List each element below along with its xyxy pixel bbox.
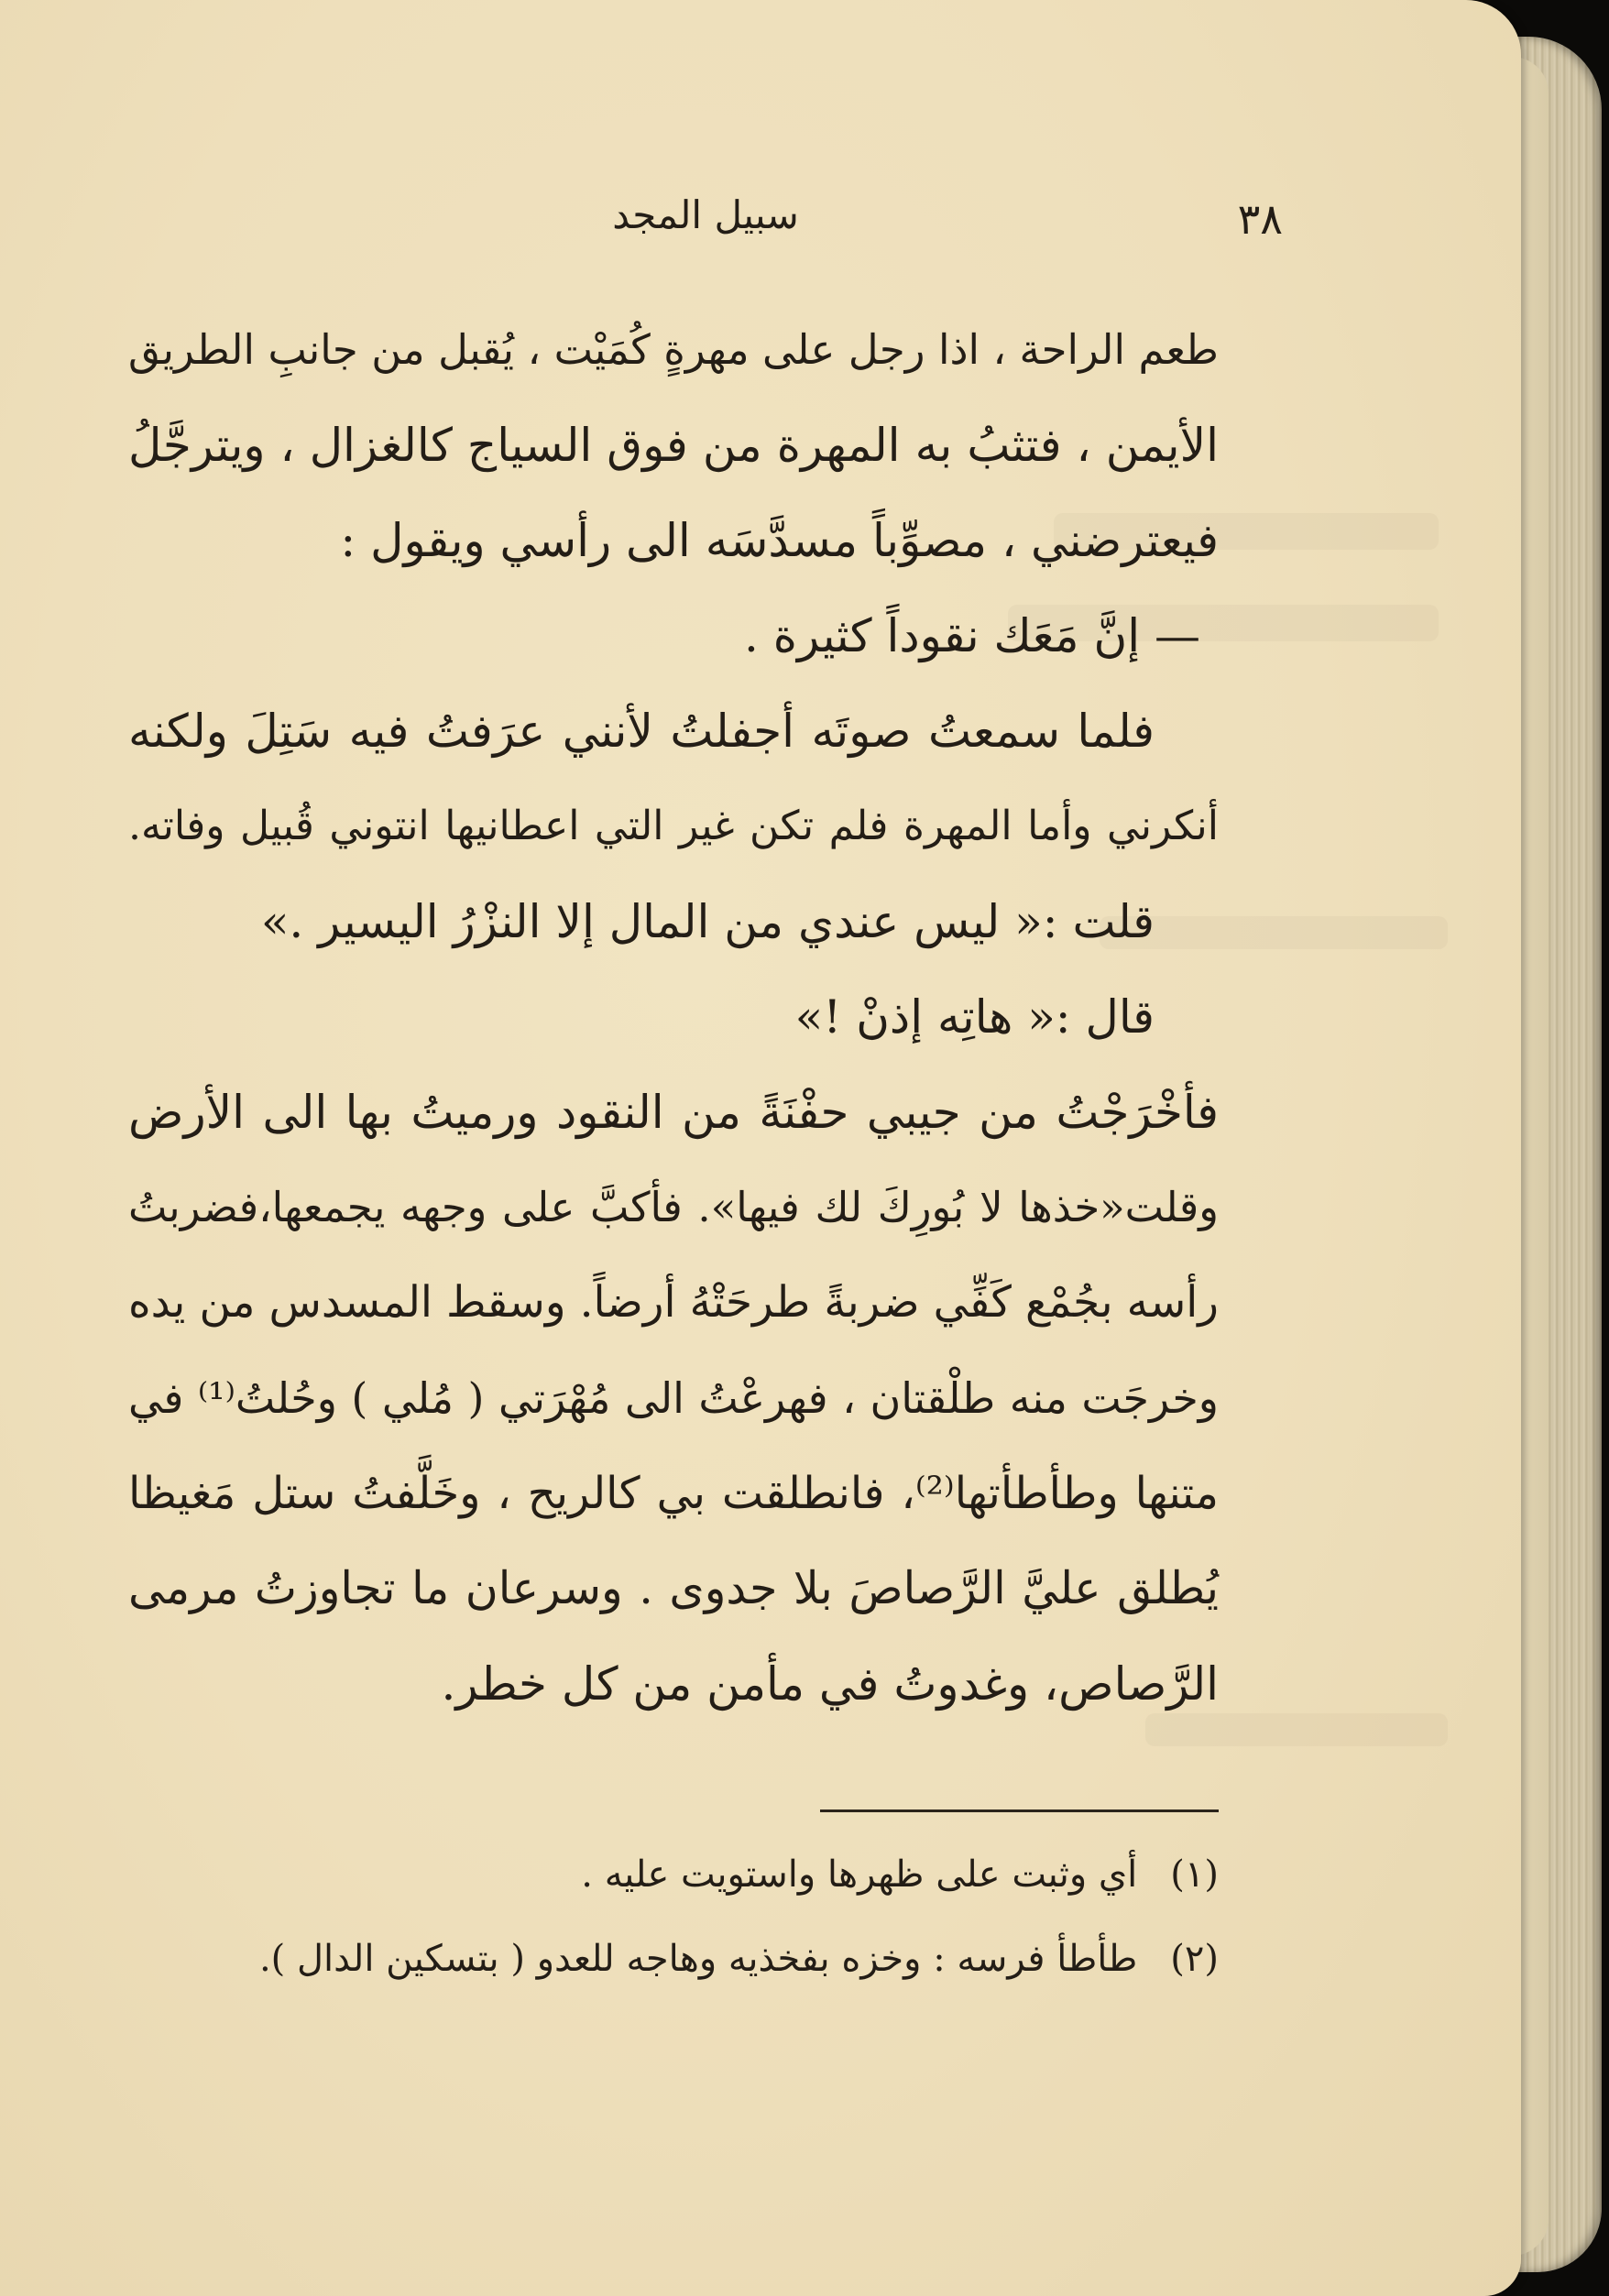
text-line: فلما سمعتُ صوتَه أجفلتُ لأنني عرَفتُ فيه سَتِلَ ولكنه: [128, 705, 1155, 758]
text-line: طعم الراحة ، اذا رجل على مهرةٍ كُمَيْت ، يُقبل من جانبِ الطريق: [128, 325, 1219, 374]
running-header-title: سبيل المجد: [612, 192, 799, 237]
text-line: وقلت«خذها لا بُورِكَ لك فيها». فأكبَّ على وجهه يجمعها،فضربتُ: [128, 1183, 1219, 1231]
text-line: متنها وطأطأتها⁽²⁾، فانطلقت بي كالريح ، وخَلَّفتُ ستل مَغيظا: [128, 1468, 1220, 1519]
text-line: وخرجَت منه طلْقتان ، فهرعْتُ الى مُهْرَتي ( مُلي ) وحُلتُ⁽¹⁾ في: [128, 1373, 1220, 1423]
text-line: أنكرني وأما المهرة فلم تكن غير التي اعطانيها انتوني قُبيل وفاته.: [128, 803, 1219, 849]
body-text: [128, 302, 1219, 1732]
footnotes: [128, 1832, 1219, 2001]
footnote-1: [128, 1832, 1219, 1917]
footnote-2: [128, 1917, 1219, 2001]
page-number: ٣٨: [1237, 194, 1283, 244]
footnote-text: طأطأ فرسه : وخزه بفخذيه وهاجه للعدو ( بتسكين الدال ).: [258, 1938, 1138, 1980]
text-line: رأسه بجُمْع كَفِّي ضربةً طرحَتْهُ أرضاً. وسقط المسدس من يده: [128, 1277, 1219, 1328]
footnote-marker: (١): [1170, 1853, 1219, 1896]
footnote-text: أي وثبت على ظهرها واستويت عليه .: [581, 1853, 1138, 1896]
text-line: فأخْرَجْتُ من جيبي حفْنَةً من النقود ورميتُ بها الى الأرض: [128, 1086, 1219, 1139]
footnote-marker: (٢): [1170, 1938, 1219, 1980]
text-line: فيعترضني ، مصوِّباً مسدَّسَه الى رأسي ويقول :: [340, 514, 1219, 567]
text-line: قلت :« ليس عندي من المال إلا النزْرُ اليسير .»: [260, 895, 1155, 948]
text-line: يُطلق عليَّ الرَّصاصَ بلا جدوى . وسرعان ما تجاوزتُ مرمى: [128, 1562, 1219, 1614]
text-line: الأيمن ، فتثبُ به المهرة من فوق السياج كالغزال ، ويترجَّلُ: [128, 419, 1219, 472]
text-line: — إنَّ مَعَك نقوداً كثيرة .: [744, 609, 1200, 662]
text-line: الرَّصاص، وغدوتُ في مأمن من كل خطر.: [441, 1657, 1219, 1711]
text-line: قال :« هاتِه إذنْ !»: [794, 990, 1155, 1044]
footnote-rule: [820, 1809, 1219, 1812]
